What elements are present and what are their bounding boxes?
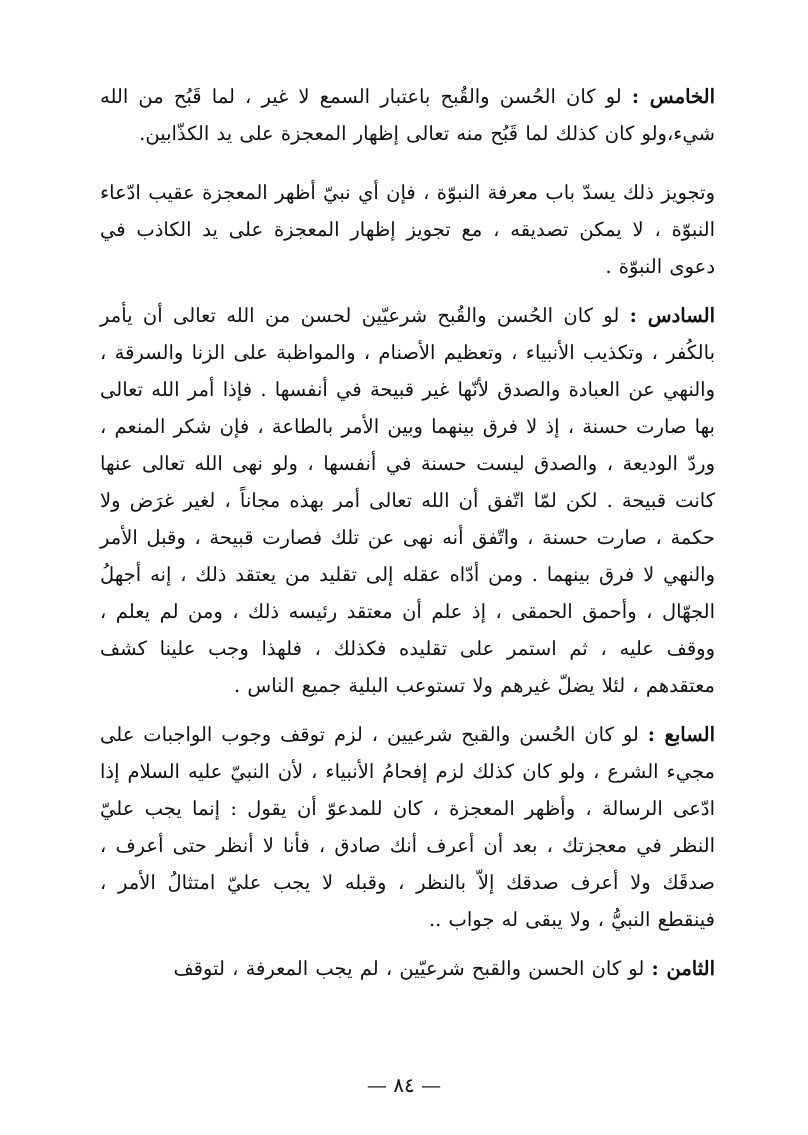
paragraph-lead: الخامس : xyxy=(631,85,716,108)
paragraph-sixth xyxy=(100,297,715,704)
paragraph-continuation xyxy=(100,174,715,285)
paragraph-text: لو كان الحسن والقبح شرعيّين ، لم يجب المعرفة ، لتوقف xyxy=(173,957,645,980)
paragraph-seventh xyxy=(100,716,715,938)
paragraph-text: لو كان الحُسن والقُبح شرعيّين لحسن من الله تعالى أن يأمر بالكُفر ، وتكذيب الأنبياء ، وتعظيم الأصنام ، والمواظبة على الزنا والسرقة ، والنهي عن العبادة والصدق لأنّها غير قبيحة في أنفسها . فإذا أمر الله تعالى بها صارت حسنة ، إذ لا فرق بينهما وبين الأمر بالطاعة ، فإن شكر المنعم ، وردّ الوديعة ، والصدق ليست حسنة في أنفسها ، ولو نهى الله تعالى عنها كانت قبيحة . لكن لمّا اتّفق أن الله تعالى أمر بهذه مجاناً ، لغير غرَض ولا حكمة ، صارت حسنة ، واتّفق أنه نهى عن تلك فصارت قبيحة ، وقبل الأمر والنهي لا فرق بينهما . ومن أدّاه عقله إلى تقليد من يعتقد ذلك ، إنه أجهلُ الجهّال ، وأحمق الحمقى ، إذ علم أن معتقد رئيسه ذلك ، ومن لم يعلم ، ووقف عليه ، ثم استمر على تقليده فكذلك ، فلهذا وجب علينا كشف معتقدهم ، لئلا يضلّ غيرهم ولا تستوعب البلية جميع الناس . xyxy=(100,304,715,697)
paragraph-lead: السادس : xyxy=(629,304,715,327)
paragraph-eighth xyxy=(100,950,715,987)
page-number: — ٨٤ — xyxy=(366,1073,442,1097)
paragraph-lead: الثامن : xyxy=(651,957,715,980)
paragraph-text: وتجويز ذلك يسدّ باب معرفة النبوّة ، فإن أي نبيّ أظهر المعجزة عقيب ادّعاء النبوّة ، لا يمكن تصديقه ، مع تجويز إظهار المعجزة على يد الكاذب في دعوى النبوّة . xyxy=(100,181,715,278)
paragraph-fifth xyxy=(100,78,715,152)
paragraph-text: لو كان الحُسن والقُبح باعتبار السمع لا غير ، لما قَبُح من الله شيء،ولو كان كذلك لما قَبُح منه تعالى إظهار المعجزة على يد الكذّابين. xyxy=(100,85,715,145)
document-body xyxy=(100,78,715,999)
paragraph-text: لو كان الحُسن والقبح شرعيين ، لزم توقف وجوب الواجبات على مجيء الشرع ، ولو كان كذلك لزم إفحامُ الأنبياء ، لأن النبيّ عليه السلام إذا ادّعى الرسالة ، وأظهر المعجزة ، كان للمدعوّ أن يقول : إنما يجب عليّ النظر في معجزتك ، بعد أن أعرف أنك صادق ، فأنا لا أنظر حتى أعرف ، صدقَك ولا أعرف صدقك إلاّ بالنظر ، وقبله لا يجب عليّ امتثالُ الأمر ، فينقطع النبيُّ ، ولا يبقى له جواب .. xyxy=(100,723,715,931)
paragraph-lead: السابع : xyxy=(647,723,715,746)
